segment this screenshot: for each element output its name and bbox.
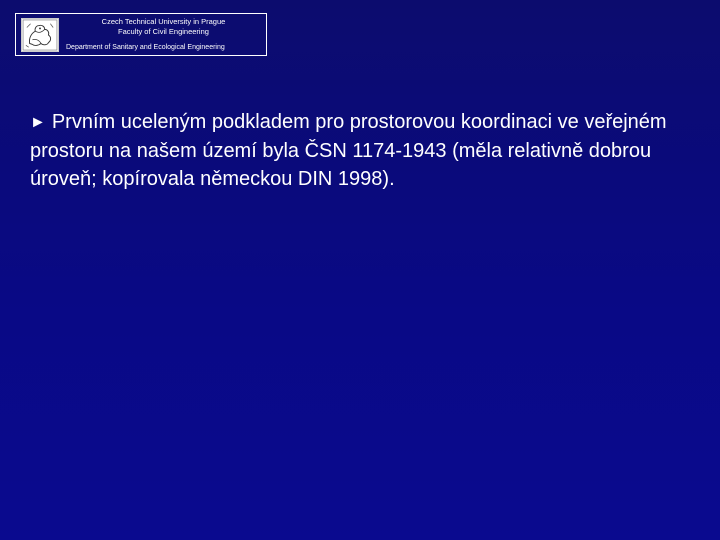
department-name: Department of Sanitary and Ecological Engineering [66, 44, 225, 51]
paragraph-text: Prvním uceleným podkladem pro prostorovou koordinaci ve veřejném prostoru na našem území byla ČSN 1174-1943 (měla relativně dobrou úroveň; kopírovala německou DIN 1998). [30, 111, 667, 190]
bullet-paragraph [30, 108, 695, 193]
university-name: Czech Technical University in Prague [101, 17, 226, 26]
header-box [15, 13, 267, 56]
ctu-logo-icon [21, 18, 59, 52]
triangle-right-bullet-icon: ► [30, 114, 46, 131]
faculty-name: Faculty of Civil Engineering [118, 27, 209, 36]
